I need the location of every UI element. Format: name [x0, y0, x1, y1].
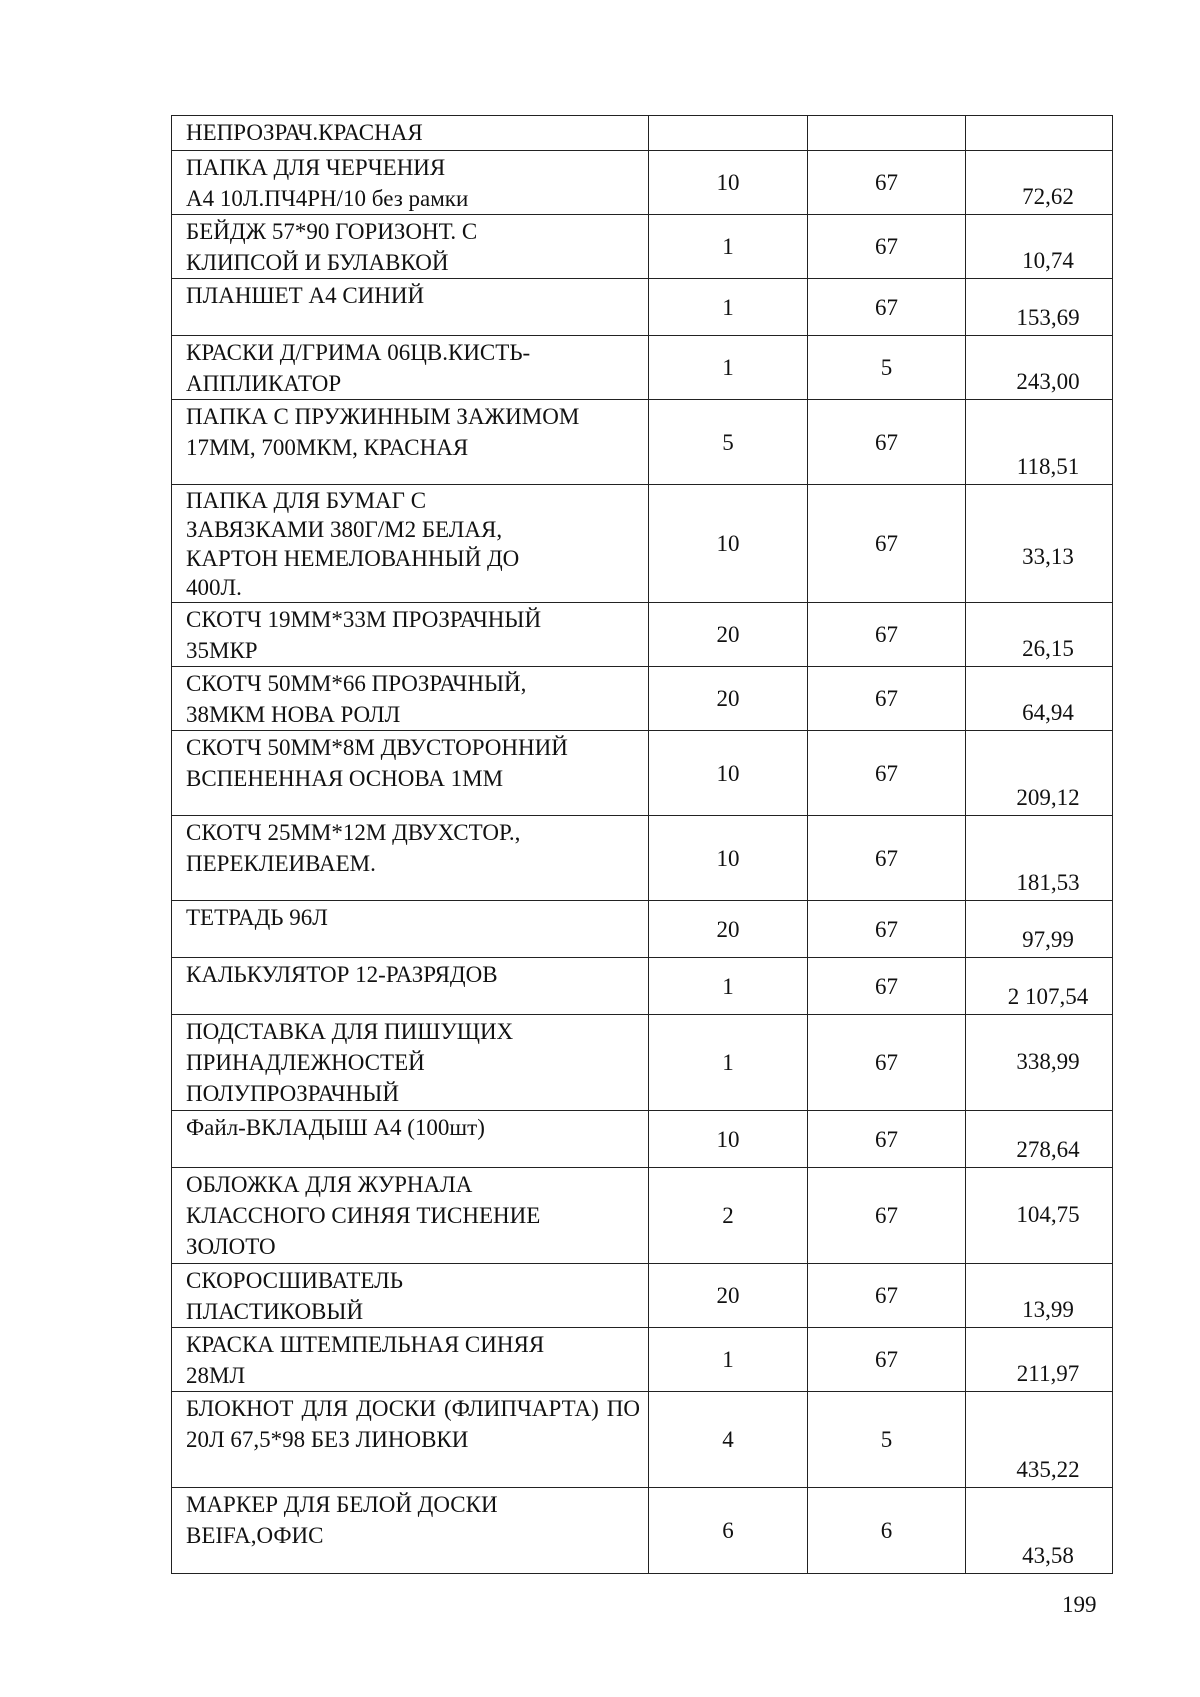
item-price: 211,97 — [966, 1328, 1113, 1392]
item-name-text: ПОДСТАВКА ДЛЯ ПИШУЩИХ ПРИНАДЛЕЖНОСТЕЙ ПОЛУПРОЗРАЧНЫЙ — [186, 1019, 514, 1106]
table-row — [172, 1488, 1113, 1574]
item-quantity: 20 — [649, 901, 808, 958]
table-row — [172, 1168, 1113, 1264]
item-name-text: СКОТЧ 50ММ*8М ДВУСТОРОННИЙ ВСПЕНЕННАЯ ОСНОВА 1ММ — [186, 735, 568, 791]
item-price: 2 107,54 — [966, 958, 1113, 1015]
item-code: 67 — [808, 603, 966, 667]
item-code: 67 — [808, 1168, 966, 1264]
item-quantity: 1 — [649, 958, 808, 1015]
item-quantity: 20 — [649, 603, 808, 667]
item-price: 338,99 — [966, 1015, 1113, 1111]
item-name — [172, 1328, 649, 1392]
page-number: 199 — [1062, 1592, 1097, 1617]
item-name: НЕПРОЗРАЧ.КРАСНАЯ — [172, 116, 649, 151]
item-price: 10,74 — [966, 215, 1113, 279]
item-name-text: БЕЙДЖ 57*90 ГОРИЗОНТ. С КЛИПСОЙ И БУЛАВКОЙ — [186, 219, 478, 275]
item-name — [172, 151, 649, 215]
item-code: 67 — [808, 816, 966, 901]
item-price: 181,53 — [966, 816, 1113, 901]
item-code: 67 — [808, 901, 966, 958]
item-code: 5 — [808, 1392, 966, 1488]
item-quantity: 6 — [649, 1488, 808, 1574]
item-code: 67 — [808, 731, 966, 816]
table-row — [172, 1392, 1113, 1488]
item-code: 67 — [808, 958, 966, 1015]
item-name: ПЛАНШЕТ А4 СИНИЙ — [172, 279, 649, 336]
item-name-text: СКОТЧ 19ММ*33М ПРОЗРАЧНЫЙ 35МКР — [186, 607, 542, 663]
item-name-text: КРАСКА ШТЕМПЕЛЬНАЯ СИНЯЯ 28МЛ — [186, 1332, 545, 1388]
item-name-text: КРАСКИ Д/ГРИМА 06ЦВ.КИСТЬ- АППЛИКАТОР — [186, 340, 531, 396]
table-row — [172, 116, 1113, 151]
item-code: 67 — [808, 400, 966, 485]
item-name: БЛОКНОТ ДЛЯ ДОСКИ (ФЛИПЧАРТА) ПО 20Л 67,5*98 БЕЗ ЛИНОВКИ — [172, 1392, 649, 1488]
item-price: 97,99 — [966, 901, 1113, 958]
table-row — [172, 279, 1113, 336]
item-price: 33,13 — [966, 485, 1113, 603]
item-name — [172, 731, 649, 816]
item-code: 67 — [808, 151, 966, 215]
item-price: 26,15 — [966, 603, 1113, 667]
table-row — [172, 215, 1113, 279]
item-price — [966, 116, 1113, 151]
item-name — [172, 400, 649, 485]
item-price: 209,12 — [966, 731, 1113, 816]
item-code: 67 — [808, 1328, 966, 1392]
item-price: 64,94 — [966, 667, 1113, 731]
item-name: КАЛЬКУЛЯТОР 12-РАЗРЯДОВ — [172, 958, 649, 1015]
table-row — [172, 667, 1113, 731]
table-row — [172, 901, 1113, 958]
item-code: 67 — [808, 485, 966, 603]
table-row — [172, 1015, 1113, 1111]
item-quantity: 10 — [649, 731, 808, 816]
table-row — [172, 485, 1113, 603]
item-quantity: 10 — [649, 816, 808, 901]
item-name — [172, 1488, 649, 1574]
item-quantity: 4 — [649, 1392, 808, 1488]
table-row — [172, 151, 1113, 215]
item-code: 67 — [808, 1264, 966, 1328]
item-quantity: 2 — [649, 1168, 808, 1264]
items-table — [171, 115, 1113, 1574]
table-row — [172, 816, 1113, 901]
item-name-text: ПАПКА С ПРУЖИННЫМ ЗАЖИМОМ 17ММ, 700МКМ, КРАСНАЯ — [186, 404, 580, 460]
item-price: 243,00 — [966, 336, 1113, 400]
item-quantity: 1 — [649, 336, 808, 400]
item-quantity — [649, 116, 808, 151]
item-price: 13,99 — [966, 1264, 1113, 1328]
table-row — [172, 603, 1113, 667]
item-name-text: ОБЛОЖКА ДЛЯ ЖУРНАЛА КЛАССНОГО СИНЯЯ ТИСНЕНИЕ ЗОЛОТО — [186, 1172, 541, 1259]
item-code: 6 — [808, 1488, 966, 1574]
item-price: 278,64 — [966, 1111, 1113, 1168]
item-name — [172, 603, 649, 667]
item-name — [172, 485, 649, 603]
item-price: 435,22 — [966, 1392, 1113, 1488]
item-price: 43,58 — [966, 1488, 1113, 1574]
item-price: 104,75 — [966, 1168, 1113, 1264]
item-name — [172, 667, 649, 731]
item-code: 67 — [808, 215, 966, 279]
item-name — [172, 1264, 649, 1328]
item-quantity: 20 — [649, 1264, 808, 1328]
item-name-text: ПАПКА ДЛЯ БУМАГ С ЗАВЯЗКАМИ 380Г/М2 БЕЛАЯ, КАРТОН НЕМЕЛОВАННЫЙ ДО 400Л. — [186, 488, 520, 600]
item-price: 72,62 — [966, 151, 1113, 215]
table-row — [172, 958, 1113, 1015]
item-name — [172, 215, 649, 279]
item-name-text: МАРКЕР ДЛЯ БЕЛОЙ ДОСКИ BEIFA,ОФИС — [186, 1492, 498, 1548]
item-quantity: 10 — [649, 485, 808, 603]
item-name-text: СКОТЧ 25ММ*12М ДВУХСТОР., ПЕРЕКЛЕИВАЕМ. — [186, 820, 521, 876]
item-code: 5 — [808, 336, 966, 400]
item-code: 67 — [808, 667, 966, 731]
item-quantity: 1 — [649, 279, 808, 336]
table-row — [172, 1111, 1113, 1168]
item-code: 67 — [808, 1015, 966, 1111]
item-name — [172, 336, 649, 400]
item-name — [172, 1015, 649, 1111]
item-quantity: 1 — [649, 1015, 808, 1111]
item-name — [172, 816, 649, 901]
item-quantity: 20 — [649, 667, 808, 731]
item-quantity: 10 — [649, 1111, 808, 1168]
item-name: Файл-ВКЛАДЫШ А4 (100шт) — [172, 1111, 649, 1168]
table-row — [172, 731, 1113, 816]
item-name-text: ПАПКА ДЛЯ ЧЕРЧЕНИЯ А4 10Л.ПЧ4РН/10 без рамки — [186, 155, 469, 211]
item-name — [172, 1168, 649, 1264]
item-name-text: СКОТЧ 50ММ*66 ПРОЗРАЧНЫЙ, 38МКМ НОВА РОЛЛ — [186, 671, 527, 727]
item-name-text: СКОРОСШИВАТЕЛЬ ПЛАСТИКОВЫЙ — [186, 1268, 403, 1324]
item-price: 118,51 — [966, 400, 1113, 485]
item-code: 67 — [808, 1111, 966, 1168]
item-code: 67 — [808, 279, 966, 336]
item-quantity: 10 — [649, 151, 808, 215]
item-quantity: 1 — [649, 1328, 808, 1392]
item-quantity: 1 — [649, 215, 808, 279]
table-row — [172, 400, 1113, 485]
item-code — [808, 116, 966, 151]
table-row — [172, 1264, 1113, 1328]
table-row — [172, 1328, 1113, 1392]
item-quantity: 5 — [649, 400, 808, 485]
item-name: ТЕТРАДЬ 96Л — [172, 901, 649, 958]
table-row — [172, 336, 1113, 400]
item-price: 153,69 — [966, 279, 1113, 336]
